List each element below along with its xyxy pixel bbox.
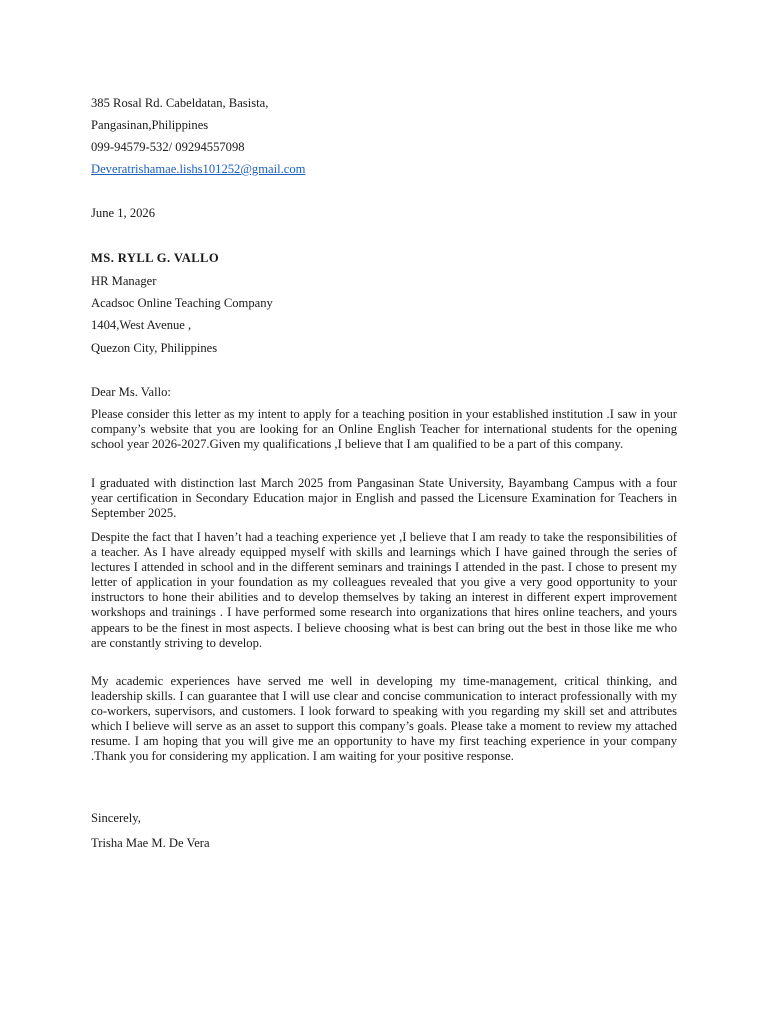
body-paragraph-4: My academic experiences have served me well in developing my time-management, critical thinking, and leadership skills. I can guarantee that I will use clear and concise communication to interact professionally with my co-workers, supervisors, and customers. I look forward to speaking with you regarding my skill set and attributes which I believe will serve as an asset to support this company’s goals. Please take a moment to review my attached resume. I am hoping that you will give me an opportunity to have my first teaching experience in your company .Thank you for considering my application. I am waiting for your positive response. <box>91 674 677 764</box>
recipient-street: 1404,West Avenue , <box>91 318 192 332</box>
sender-email-link[interactable]: Deveratrishamae.lishs101252@gmail.com <box>91 162 306 176</box>
sender-address-line1: 385 Rosal Rd. Cabeldatan, Basista, <box>91 96 269 110</box>
recipient-company: Acadsoc Online Teaching Company <box>91 296 273 310</box>
closing: Sincerely, <box>91 811 141 825</box>
recipient-city: Quezon City, Philippines <box>91 341 218 355</box>
body-paragraph-1: Please consider this letter as my intent to apply for a teaching position in your established institution .I saw in your company’s website that you are looking for an Online English Teacher for international students for the opening school year 2026-2027.Given my qualifications ,I believe that I am qualified to be a part of this company. <box>91 407 677 452</box>
recipient-name: MS. RYLL G. VALLO <box>91 251 220 265</box>
salutation: Dear Ms. Vallo: <box>91 385 171 399</box>
signature-name: Trisha Mae M. De Vera <box>91 836 210 850</box>
body-paragraph-2: I graduated with distinction last March 2025 from Pangasinan State University, Bayambang Campus with a four year certification in Secondary Education major in English and passed the Licensure Examination for Teachers in September 2025. <box>91 476 677 521</box>
recipient-title: HR Manager <box>91 274 157 288</box>
sender-phone: 099-94579-532/ 09294557098 <box>91 140 245 154</box>
letter-date: June 1, 2026 <box>91 206 156 220</box>
sender-address-line2: Pangasinan,Philippines <box>91 118 209 132</box>
body-paragraph-3: Despite the fact that I haven’t had a teaching experience yet ,I believe that I am ready to take the responsibilities of a teacher. As I have already equipped myself with skills and learnings which I have gained through the series of lectures I attended in school and in the different seminars and trainings I attended in the past. I chose to present my letter of application in your foundation as my colleagues revealed that you give a very good opportunity to your instructors to hone their abilities and to develop themselves by taking an interest in different expert improvement workshops and trainings . I have performed some research into organizations that hires online teachers, and yours appears to be the finest in most aspects. I believe choosing what is best can bring out the best in those like me who are constantly striving to develop. <box>91 530 677 650</box>
